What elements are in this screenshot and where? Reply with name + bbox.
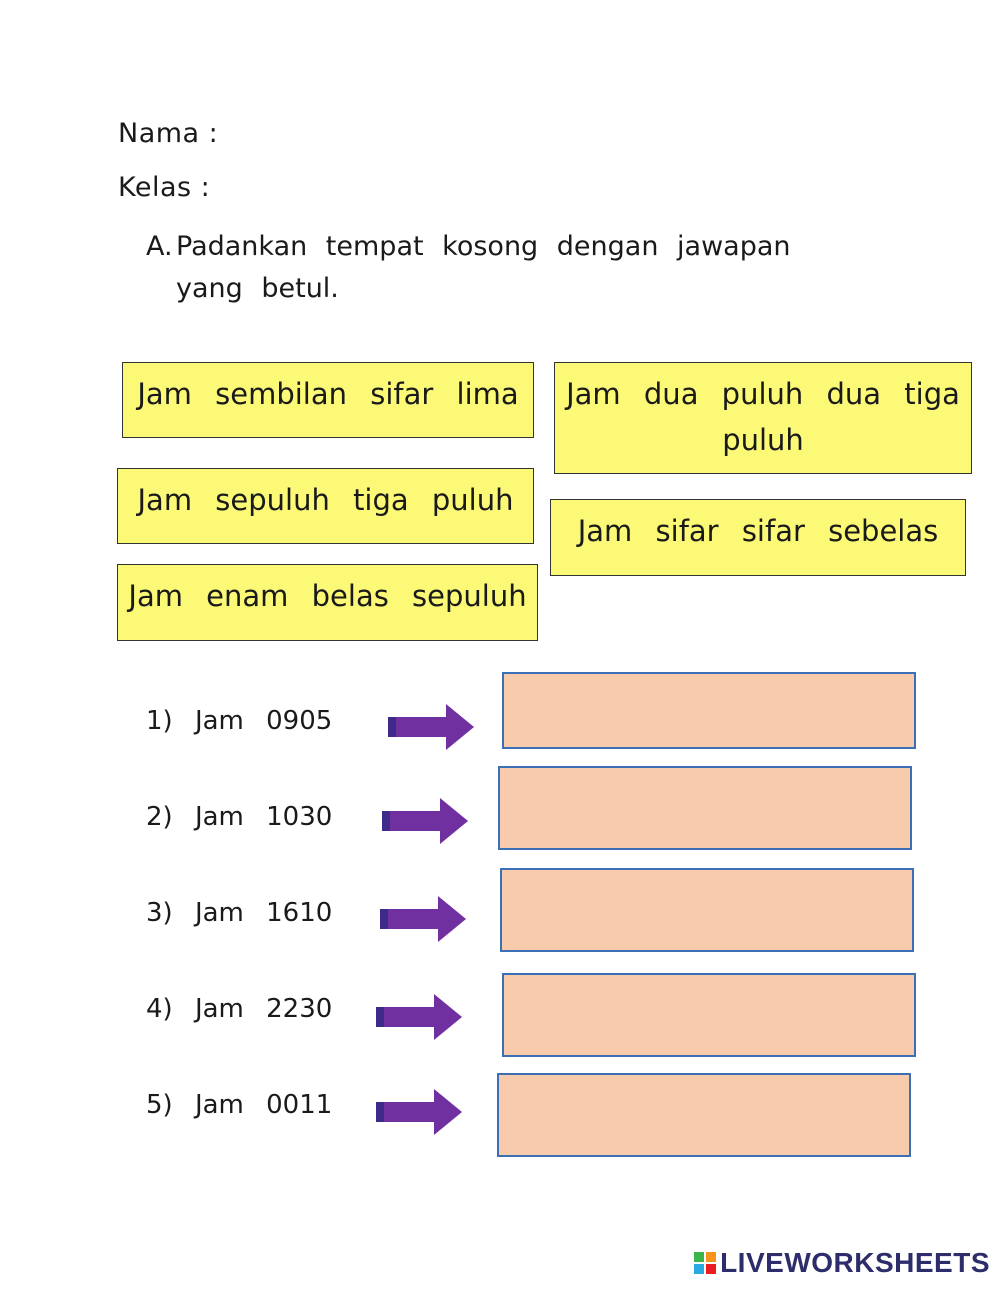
arrow-right-icon (380, 896, 466, 942)
instruction-number: A. (146, 231, 173, 262)
answer-drop-zone[interactable] (498, 766, 912, 850)
answer-drop-zone[interactable] (502, 973, 916, 1057)
answer-card[interactable]: Jam sembilan sifar lima (122, 362, 534, 438)
question-label: 3) Jam 1610 (146, 898, 333, 928)
liveworksheets-brand (694, 1247, 990, 1279)
question-label: 5) Jam 0011 (146, 1090, 333, 1120)
answer-card[interactable]: Jam dua puluh dua tiga puluh (554, 362, 972, 474)
name-label: Nama : (118, 118, 219, 149)
answer-card[interactable]: Jam sifar sifar sebelas (550, 499, 966, 576)
question-label: 4) Jam 2230 (146, 994, 333, 1024)
answer-drop-zone[interactable] (500, 868, 914, 952)
answer-card[interactable]: Jam sepuluh tiga puluh (117, 468, 534, 544)
answer-drop-zone[interactable] (497, 1073, 911, 1157)
arrow-right-icon (376, 994, 462, 1040)
arrow-right-icon (388, 704, 474, 750)
question-label: 1) Jam 0905 (146, 706, 333, 736)
liveworksheets-logo-icon (694, 1252, 716, 1274)
brand-name: LIVEWORKSHEETS (720, 1247, 990, 1278)
answer-drop-zone[interactable] (502, 672, 916, 749)
arrow-right-icon (382, 798, 468, 844)
arrow-right-icon (376, 1089, 462, 1135)
instruction-text: Padankan tempat kosong dengan jawapan yang betul. (176, 231, 791, 304)
question-label: 2) Jam 1030 (146, 802, 333, 832)
instruction (146, 226, 836, 310)
answer-card[interactable]: Jam enam belas sepuluh (117, 564, 538, 641)
class-label: Kelas : (118, 172, 211, 203)
